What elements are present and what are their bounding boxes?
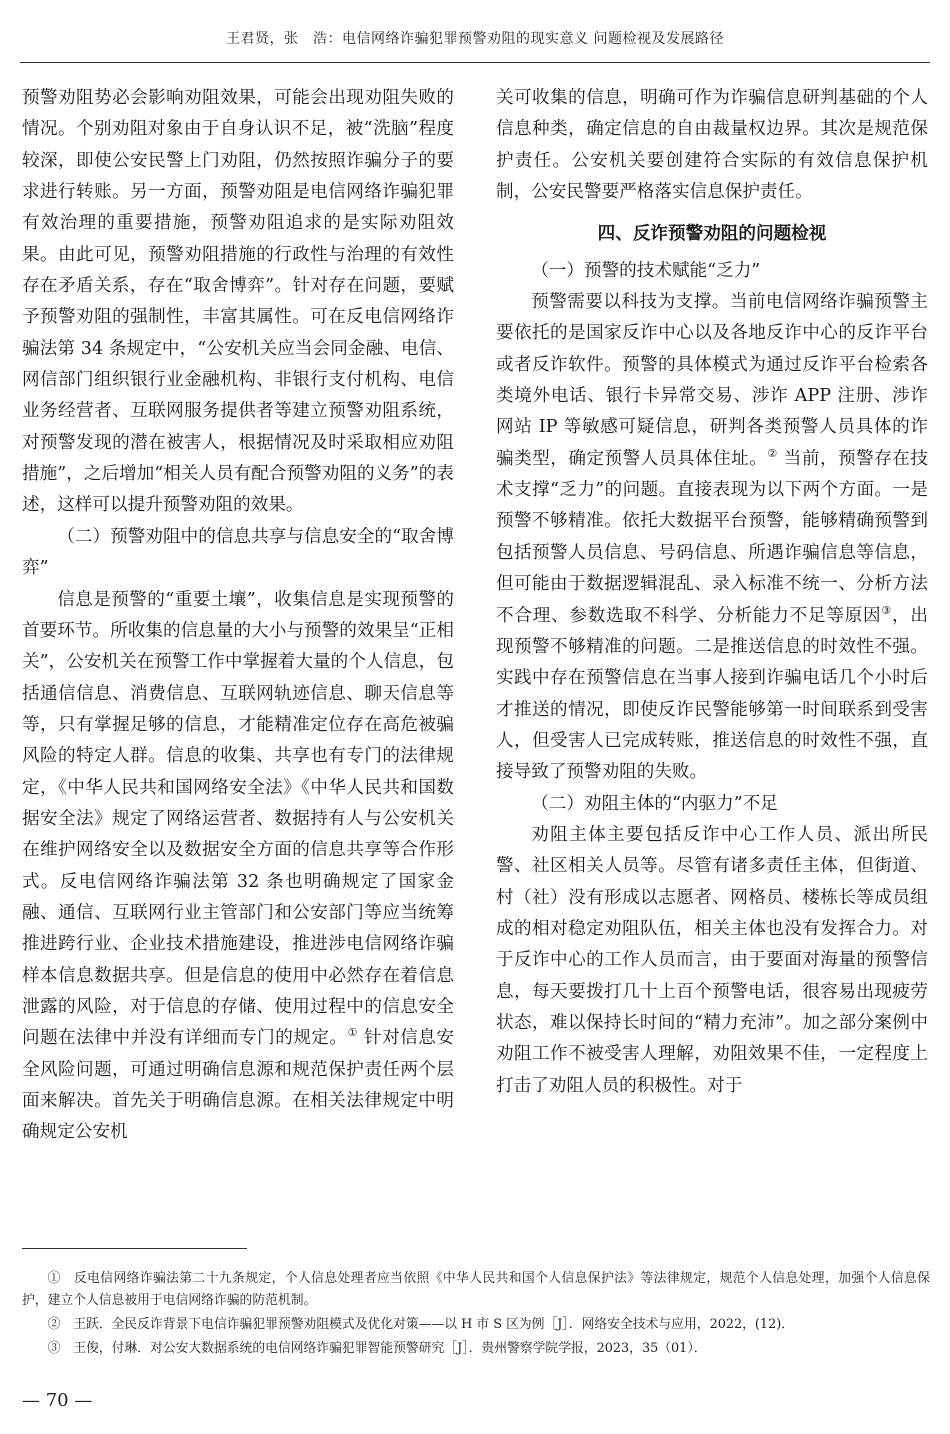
section-title: 四、反诈预警劝阻的问题检视 bbox=[597, 223, 827, 245]
footnote-ref-2[interactable]: ② bbox=[767, 446, 778, 460]
footnote-2: ② 王跃．全民反诈背景下电信诈骗犯罪预警劝阻模式及优化对策——以 H 市 S 区为例［J］．网络安全技术与应用，2022，(12)． bbox=[47, 1317, 794, 1332]
header-rule bbox=[20, 62, 930, 63]
footnote-rule bbox=[22, 1248, 247, 1249]
right-paragraph-2 bbox=[496, 287, 928, 789]
footnote-3: ③ 王俊，付琳．对公安大数据系统的电信网络诈骗犯罪智能预警研究［J］．贵州警察学院学报，2023，35（01）． bbox=[47, 1341, 707, 1356]
left-paragraph-2-text-a: 信息是预警的“重要土壤”，收集信息是实现预警的首要环节。所收集的信息量的大小与预警的效果呈“正相关”，公安机关在预警工作中掌握着大量的个人信息，包括通信信息、消费信息、互联网轨迹信息、聊天信息等等，只有掌握足够的信息，才能精准定位存在高危被骗风险的特定人群。信息的收集、共享也有专门的法律规定，《中华人民共和国网络安全法》《中华人民共和国数据安全法》规定了网络运营者、数据持有人与公安机关在维护网络安全以及数据安全方面的信息共享等合作形式。反电信网络诈骗法第 32 条也明确规定了国家金融、通信、互联网行业主管部门和公安部门等应当统筹推进跨行业、企业技术措施建设，推进涉电信网络诈骗样本信息数据共享。但是信息的使用中必然存在着信息泄露的风险，对于信息的存储、使用过程中的信息安全问题在法律中并没有详细而专门的规定。 bbox=[22, 589, 454, 1049]
right-subheading-1: （一）预警的技术赋能“乏力” bbox=[531, 260, 761, 281]
right-subheading-2: （二）劝阻主体的“内驱力”不足 bbox=[531, 793, 778, 814]
right-paragraph-1: 关可收集的信息，明确可作为诈骗信息研判基础的个人信息种类，确定信息的自由裁量权边界。其次是规范保护责任。公安机关要创建符合实际的有效信息保护机制，公安民警要严格落实信息保护责任。 bbox=[496, 88, 928, 203]
left-paragraph-1: 预警劝阻势必会影响劝阻效果，可能会出现劝阻失败的情况。个别劝阻对象由于自身认识不足，被“洗脑”程度较深，即使公安民警上门劝阻，仍然按照诈骗分子的要求进行转账。另一方面，预警劝阻是电信网络诈骗犯罪有效治理的重要措施，预警劝阻追求的是实际劝阻效果。由此可见，预警劝阻措施的行政性与治理的有效性存在矛盾关系，存在“取舍博弈”。针对存在问题，要赋予预警劝阻的强制性，丰富其属性。可在反电信网络诈骗法第 34 条规定中，“公安机关应当会同金融、电信、网信部门组织银行业金融机构、非银行支付机构、电信业务经营者、互联网服务提供者等建立预警劝阻系统，对预警发现的潜在被害人，根据情况及时采取相应劝阻措施”，之后增加“相关人员有配合预警劝阻的义务”的表述，这样可以提升预警劝阻的效果。 bbox=[22, 88, 454, 516]
footnotes bbox=[22, 1268, 930, 1362]
footnote-1: ① 反电信网络诈骗法第二十九条规定，个人信息处理者应当依照《中华人民共和国个人信息保护法》等法律规定，规范个人信息处理，加强个人信息保护，建立个人信息被用于电信网络诈骗的防范机制。 bbox=[22, 1271, 930, 1308]
footnote-ref-3[interactable]: ③ bbox=[881, 603, 893, 617]
right-paragraph-3: 劝阻主体主要包括反诈中心工作人员、派出所民警、社区相关人员等。尽管有诸多责任主体，但街道、村（社）没有形成以志愿者、网格员、楼栋长等成员组成的相对稳定劝阻队伍，相关主体也没有发挥合力。对于反诈中心的工作人员而言，由于要面对海量的预警信息，每天要拨打几十上百个预警电话，很容易出现疲劳状态，难以保持长时间的“精力充沛”。加之部分案例中劝阻工作不被受害人理解，劝阻效果不佳，一定程度上打击了劝阻人员的积极性。对于 bbox=[496, 824, 928, 1096]
right-paragraph-2-text-b: 当前，预警存在技术支撑“乏力”的问题。直接表现为以下两个方面。一是预警不够精准。依托大数据平台预警，能够精确预警到包括预警人员信息、号码信息、所遇诈骗信息等信息，但可能由于数据逻辑混乱、录入标准不统一、分析方法不合理、参数选取不科学、分析能力不足等原因 bbox=[496, 448, 928, 626]
left-paragraph-2 bbox=[22, 585, 454, 1149]
page-number: — 70 — bbox=[22, 1390, 93, 1411]
left-subheading-2: （二）预警劝阻中的信息共享与信息安全的“取舍博弈” bbox=[22, 526, 454, 579]
left-column bbox=[22, 83, 454, 1149]
right-paragraph-2-text-c: ，出现预警不够精准的问题。二是推送信息的时效性不强。实践中存在预警信息在当事人接到诈骗电话几个小时后才推送的情况，即使反诈民警能够第一时间联系到受害人，但受害人已完成转账，推送信息的时效性不强，直接导致了预警劝阻的失败。 bbox=[496, 605, 928, 783]
left-paragraph-2-text-b: 针对信息安全风险问题，可通过明确信息源和规范保护责任两个层面来解决。首先关于明确信息源。在相关法律规定中明确规定公安机 bbox=[22, 1028, 454, 1143]
right-column bbox=[496, 83, 928, 1102]
running-header: 王君贤，张 浩：电信网络诈骗犯罪预警劝阻的现实意义 问题检视及发展路径 bbox=[226, 31, 724, 47]
footnote-ref-1[interactable]: ① bbox=[347, 1026, 358, 1040]
right-paragraph-2-text-a: 预警需要以科技为支撑。当前电信网络诈骗预警主要依托的是国家反诈中心以及各地反诈中心的反诈平台或者反诈软件。预警的具体模式为通过反诈平台检索各类境外电话、银行卡异常交易、涉诈 APP 注册、涉诈网站 IP 等敏感可疑信息，研判各类预警人员具体的诈骗类型，确定预警人员具体住址。 bbox=[496, 292, 928, 469]
